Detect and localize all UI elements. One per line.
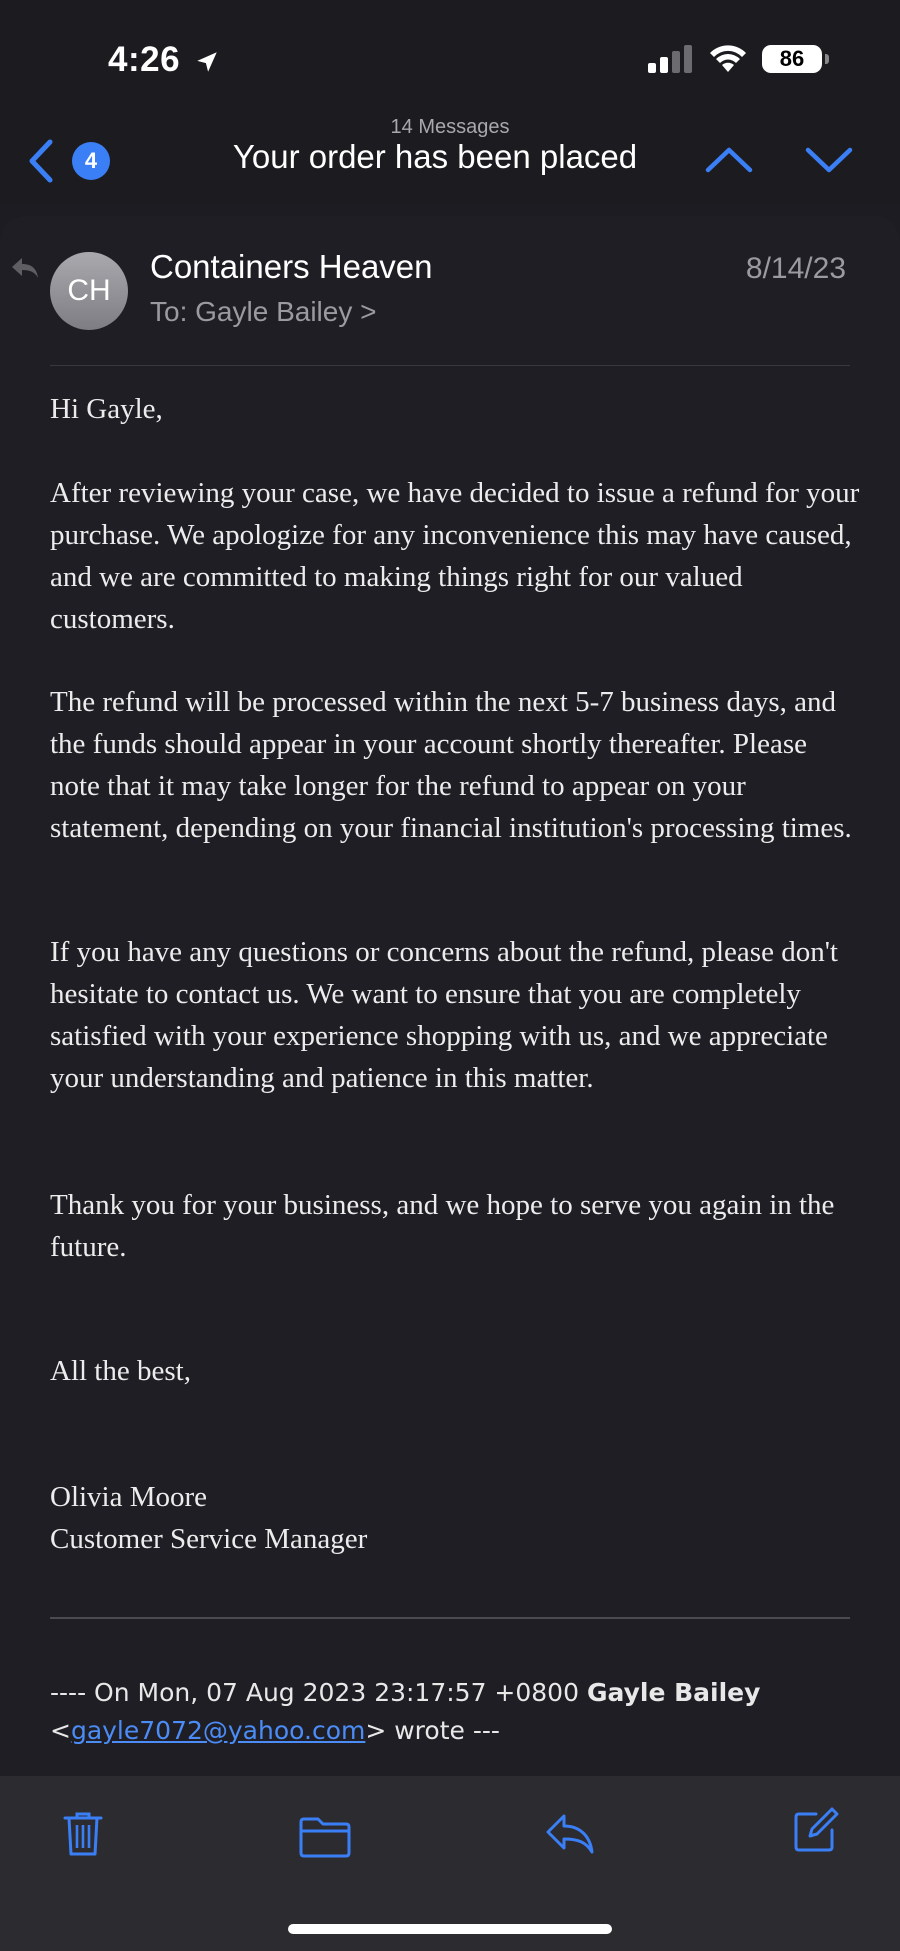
body-paragraph: If you have any questions or concerns about the refund, please don't hesitate to contact us. We want to ensure that you are completely satisfied with your experience shopping with us, and we appreciate your understanding and patience in this matter. xyxy=(50,936,838,1094)
wifi-icon xyxy=(708,44,748,74)
sender-name[interactable]: Containers Heaven xyxy=(150,248,433,285)
back-chevron-icon[interactable] xyxy=(22,136,62,186)
replied-indicator-icon xyxy=(10,256,40,282)
recipient-chevron-icon: > xyxy=(360,296,377,327)
message-count: 14 Messages xyxy=(390,116,510,138)
folder-icon[interactable] xyxy=(298,1816,352,1858)
body-paragraph: Thank you for your business, and we hope to serve you again in the future. xyxy=(50,1189,835,1263)
top-bar xyxy=(0,0,900,204)
quote-prefix: ---- On Mon, 07 Aug 2023 23:17:57 +0800 xyxy=(50,1678,587,1707)
status-indicators xyxy=(648,44,822,74)
unread-count-badge[interactable]: 4 xyxy=(72,142,110,180)
quote-author: Gayle Bailey xyxy=(586,1678,761,1707)
trash-icon[interactable] xyxy=(62,1810,104,1858)
quote-divider xyxy=(50,1617,850,1619)
sender-avatar[interactable]: CH xyxy=(50,252,128,330)
location-arrow-icon xyxy=(194,49,220,75)
body-paragraph: After reviewing your case, we have decided to issue a refund for your purchase. We apologize for any inconvenience this may have caused, and we are committed to making things right for our valued customers. xyxy=(50,477,860,635)
recipient-line[interactable] xyxy=(150,296,376,328)
body-paragraph: The refund will be processed within the next 5-7 business days, and the funds should appear in your account shortly thereafter. Please note that it may take longer for the refund to appear on your statement, depending on your financial institution's processing times. xyxy=(50,686,852,844)
header-divider xyxy=(50,365,850,366)
reply-icon[interactable] xyxy=(544,1812,596,1856)
battery-indicator: 86 xyxy=(762,45,822,73)
signature-title: Customer Service Manager xyxy=(50,1523,368,1555)
previous-message-chevron-up-icon[interactable] xyxy=(704,140,754,180)
to-label: To: xyxy=(150,296,188,327)
next-message-chevron-down-icon[interactable] xyxy=(804,140,854,180)
greeting: Hi Gayle, xyxy=(50,393,163,425)
status-time xyxy=(108,40,220,80)
thread-title: Your order has been placed xyxy=(232,138,638,175)
quote-lt: < xyxy=(50,1716,71,1745)
home-indicator[interactable] xyxy=(288,1924,612,1934)
compose-icon[interactable] xyxy=(792,1806,840,1854)
email-date: 8/14/23 xyxy=(745,252,846,285)
status-time-text: 4:26 xyxy=(108,40,181,79)
quote-email-link[interactable]: gayle7072@yahoo.com xyxy=(70,1716,366,1745)
signature-name: Olivia Moore xyxy=(50,1481,208,1513)
closing: All the best, xyxy=(50,1355,191,1387)
quote-suffix: > wrote --- xyxy=(365,1716,500,1745)
cellular-signal-icon xyxy=(648,45,694,73)
quoted-header xyxy=(50,1674,870,1750)
recipient-name[interactable]: Gayle Bailey xyxy=(195,296,353,327)
